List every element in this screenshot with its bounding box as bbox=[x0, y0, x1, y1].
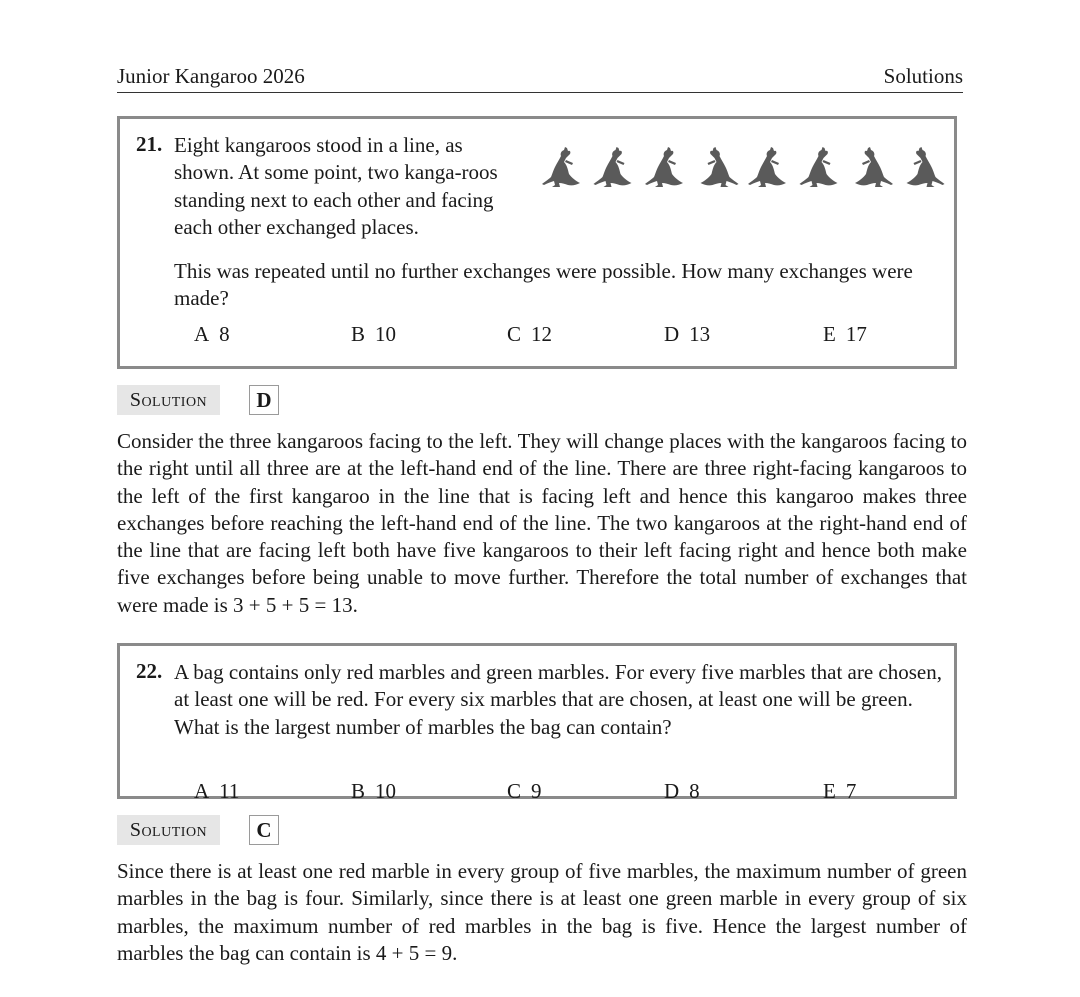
header-section: Solutions bbox=[883, 64, 963, 88]
kangaroo-icon bbox=[907, 147, 945, 187]
page-header bbox=[117, 62, 963, 93]
kangaroo-icon bbox=[594, 147, 632, 187]
option-a: A 8 bbox=[194, 322, 230, 346]
option-b: B 10 bbox=[351, 779, 397, 803]
solution-label: Solution bbox=[117, 815, 220, 845]
solution-text-22: Since there is at least one red marble in every group of five marbles, the maximum number of green marbles in the bag is four. Similarly, since there is at least one green marble in every group of six marbles, the maximum number of red marbles in the bag is five. Hence the largest number of marbles the bag can contain is 4 + 5 = 9. bbox=[117, 859, 967, 965]
solution-answer: D bbox=[249, 385, 279, 415]
question-number: 21. bbox=[136, 132, 163, 156]
option-c: C 12 bbox=[507, 322, 553, 346]
solution-answer: C bbox=[249, 815, 279, 845]
question-22-box bbox=[117, 643, 957, 803]
option-c: C 9 bbox=[507, 779, 542, 803]
kangaroo-icon bbox=[542, 147, 580, 187]
solution-text-21: Consider the three kangaroos facing to the left. They will change places with the kangaroos facing to the right until all three are at the left-hand end of the line. There are three right-facing kangaroos to the left of the first kangaroo in the line that is facing left and hence this kangaroo makes three exchanges before reaching the left-hand end of the line. The two kangaroos at the right-hand end of the line that are facing left both have five kangaroos to their left facing right and hence both make five exchanges before being unable to move further. Therefore the total number of exchanges that were made is 3 + 5 + 5 = 13. bbox=[117, 429, 967, 617]
option-e: E 7 bbox=[823, 779, 857, 803]
kangaroo-icon bbox=[855, 147, 893, 187]
option-d: D 13 bbox=[664, 322, 711, 346]
kangaroo-icon bbox=[748, 147, 786, 187]
kangaroo-line-svg bbox=[540, 143, 945, 189]
question-21-box bbox=[117, 116, 957, 369]
kangaroo-icon bbox=[701, 147, 739, 187]
question-text: Eight kangaroos stood in a line, as shown. At some point, two kanga-roos standing next to each other and facing each other exchanged places. bbox=[174, 133, 498, 239]
header-title: Junior Kangaroo 2026 bbox=[117, 64, 305, 88]
kangaroo-icon bbox=[645, 147, 683, 187]
kangaroo-icon bbox=[800, 147, 838, 187]
option-d: D 8 bbox=[664, 779, 700, 803]
option-b: B 10 bbox=[351, 322, 397, 346]
kangaroo-line-figure bbox=[540, 143, 945, 189]
question-text-continued: This was repeated until no further exchanges were possible. How many exchanges were made? bbox=[174, 259, 913, 311]
solution-label: Solution bbox=[117, 385, 220, 415]
question-text: A bag contains only red marbles and green marbles. For every five marbles that are chosen, at least one will be red. For every six marbles that are chosen, at least one will be green. What is the largest number of marbles the bag can contain? bbox=[174, 660, 942, 739]
option-a: A 11 bbox=[194, 779, 240, 803]
option-e: E 17 bbox=[823, 322, 867, 346]
question-number: 22. bbox=[136, 659, 163, 683]
